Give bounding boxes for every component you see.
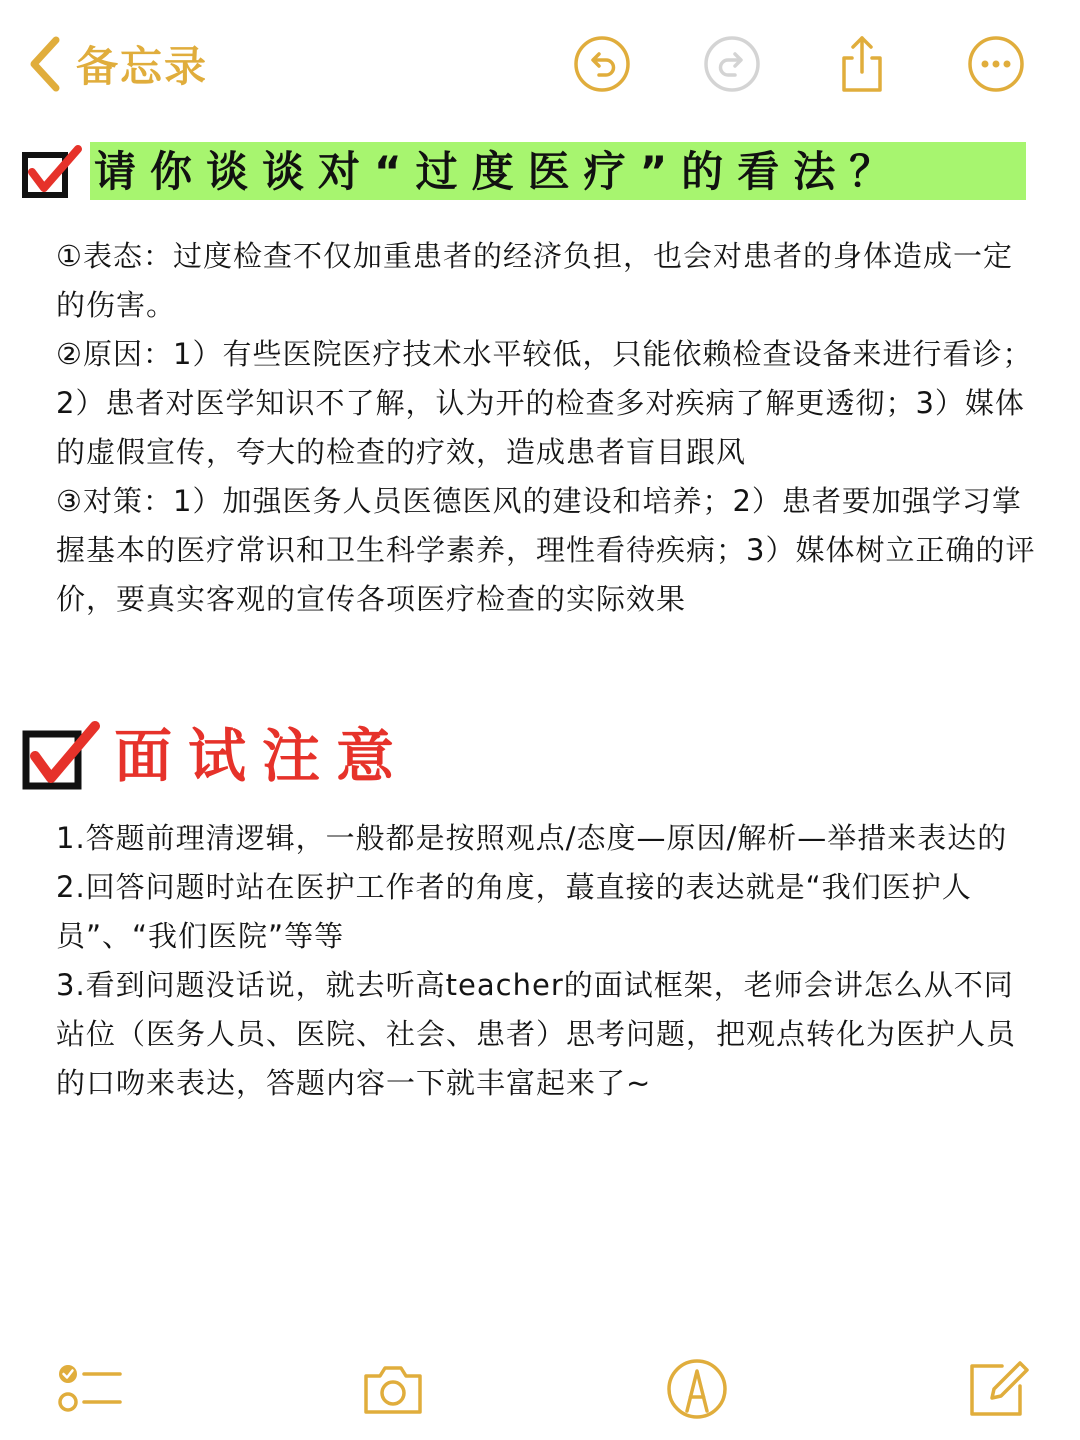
checked-box-icon	[22, 144, 82, 200]
checked-box-icon	[22, 720, 100, 792]
navigation-bar	[0, 0, 1080, 128]
compose-icon	[966, 1356, 1032, 1422]
share-button[interactable]	[832, 34, 892, 94]
notice-title: 面试注意	[114, 722, 411, 790]
redo-icon	[702, 34, 762, 94]
checklist-button[interactable]	[56, 1356, 122, 1422]
question-heading	[22, 142, 1026, 202]
share-icon	[832, 34, 892, 94]
compose-button[interactable]	[966, 1356, 1032, 1422]
undo-button[interactable]	[572, 34, 632, 94]
answer-stance: ①表态：过度检查不仅加重患者的经济负担，也会对患者的身体造成一定的伤害。	[56, 239, 1013, 322]
answer-measures: ③对策：1）加强医务人员医德医风的建设和培养；2）患者要加强学习掌握基本的医疗常识和卫生科学素养，理性看待疾病；3）媒体树立正确的评价，要真实客观的宣传各项医疗检查的实际效果	[56, 484, 1036, 616]
answer-reasons: ②原因：1）有些医院医疗技术水平较低，只能依赖检查设备来进行看诊；2）患者对医学知识不了解，认为开的检查多对疾病了解更透彻；3）媒体的虚假宣传，夸大的检查的疗效，造成患者盲目跟风	[56, 337, 1033, 469]
camera-icon	[360, 1356, 426, 1422]
question-title: 请你谈谈对“过度医疗”的看法？	[94, 147, 906, 196]
checklist-icon	[56, 1356, 122, 1422]
notice-list	[56, 814, 1036, 1108]
redo-button[interactable]	[702, 34, 762, 94]
notice-item: 2.回答问题时站在医护工作者的角度，蕞直接的表达就是“我们医护人员”、“我们医院”等等	[56, 870, 972, 953]
chevron-left-icon	[26, 36, 62, 92]
notice-item: 3.看到问题没话说，就去听高teacher的面试框架，老师会讲怎么从不同站位（医务人员、医院、社会、患者）思考问题，把观点转化为医护人员的口吻来表达，答题内容一下就丰富起来了~	[56, 968, 1017, 1100]
back-button[interactable]	[26, 34, 208, 94]
notice-heading	[22, 718, 410, 794]
undo-icon	[572, 34, 632, 94]
back-label: 备忘录	[76, 42, 209, 91]
camera-button[interactable]	[360, 1356, 426, 1422]
pen-markup-icon	[664, 1356, 730, 1422]
more-icon	[966, 34, 1026, 94]
question-answer	[56, 232, 1036, 624]
notice-item: 1.答题前理清逻辑，一般都是按照观点/态度—原因/解析—举措来表达的	[56, 821, 1008, 855]
more-button[interactable]	[966, 34, 1026, 94]
markup-button[interactable]	[664, 1356, 730, 1422]
